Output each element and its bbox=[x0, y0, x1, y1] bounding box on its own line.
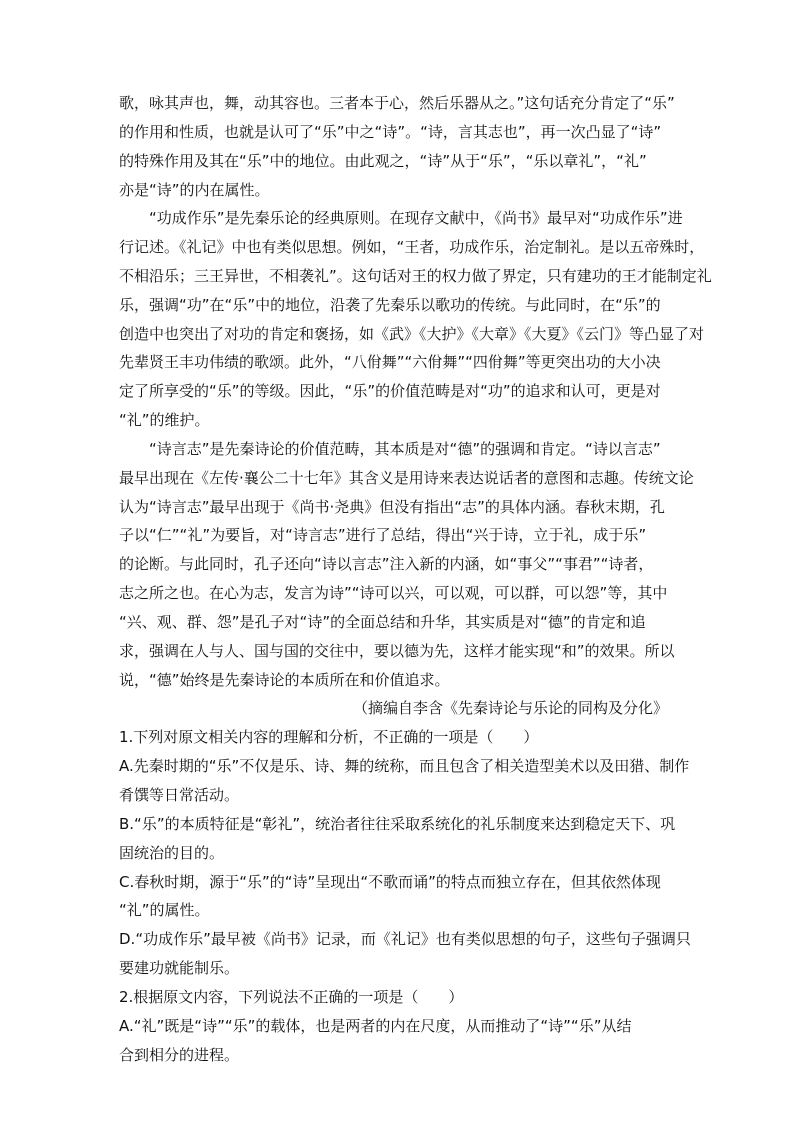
passage-line: 定了所享受的“乐”的等级。因此，“乐”的价值范畴是对“功”的追求和认可，更是对 bbox=[119, 382, 661, 400]
passage-line: 的论断。与此同时，孔子还向“诗以言志”注入新的内涵，如“事父”“事君”“诗者， bbox=[119, 555, 654, 573]
paragraph-start-line: “功成作乐”是先秦乐论的经典原则。在现存文献中，《尚书》最早对“功成作乐”进 bbox=[149, 209, 683, 227]
option-c: C.春秋时期，源于“乐”的“诗”呈现出“不歌而诵”的特点而独立存在，但其依然体现 bbox=[119, 873, 661, 891]
passage-line: 最早出现在《左传·襄公二十七年》其含义是用诗来表达说话者的意图和志趣。传统文论 bbox=[119, 469, 694, 487]
option-b-continued: 固统治的目的。 bbox=[119, 844, 225, 862]
passage-line: 创造中也突出了对功的肯定和褒扬，如《武》《大护》《大章》《大夏》《云门》等凸显了对 bbox=[119, 325, 705, 343]
passage-line: 行记述。《礼记》中也有类似思想。例如，“王者，功成作乐，治定制礼。是以五帝殊时， bbox=[119, 238, 705, 256]
passage-line: “兴、观、群、怨”是孔子对“诗”的全面总结和升华，其实质是对“德”的肯定和追 bbox=[119, 613, 646, 631]
passage-line: 子以“仁”“礼”为要旨，对“诗言志”进行了总结，得出“兴于诗，立于礼，成于乐” bbox=[119, 526, 647, 544]
passage-line: 先辈贤王丰功伟绩的歌颂。此外，“八佾舞”“六佾舞”“四佾舞”等更突出功的大小决 bbox=[119, 353, 661, 371]
passage-line: 说，“德”始终是先秦诗论的本质所在和价值追求。 bbox=[119, 671, 450, 689]
source-citation: （摘编自李含《先秦诗论与乐论的同构及分化》 bbox=[352, 699, 668, 717]
passage-line: 求，强调在人与人、国与国的交往中，要以德为先，这样才能实现“和”的效果。所以 bbox=[119, 642, 675, 660]
option-d-continued: 要建功就能制乐。 bbox=[119, 959, 240, 977]
question-1-stem: 1.下列对原文相关内容的理解和分析，不正确的一项是（ ） bbox=[119, 728, 539, 746]
option-d: D.“功成作乐”最早被《尚书》记录，而《礼记》也有类似思想的句子，这些句子强调只 bbox=[119, 930, 691, 948]
passage-line: 的特殊作用及其在“乐”中的地位。由此观之，“诗”从于“乐”，“乐以章礼”，“礼” bbox=[119, 152, 647, 170]
option-c-continued: “礼”的属性。 bbox=[119, 901, 210, 919]
passage-line: 不相沿乐；三王异世，不相袭礼”。这句话对王的权力做了界定，只有建功的王才能制定礼 bbox=[119, 267, 712, 285]
passage-line: 亦是“诗”的内在属性。 bbox=[119, 181, 270, 199]
passage-line: 乐，强调“功”在“乐”中的地位，沿袭了先秦乐以歌功的传统。与此同时，在“乐”的 bbox=[119, 296, 661, 314]
option-a: A.先秦时期的“乐”不仅是乐、诗、舞的统称，而且包含了相关造型美术以及田猎、制作 bbox=[119, 757, 690, 775]
passage-line: 歌，咏其声也，舞，动其容也。三者本于心，然后乐器从之。”这句话充分肯定了“乐” bbox=[119, 94, 675, 112]
question-2-stem: 2.根据原文内容，下列说法不正确的一项是（ ） bbox=[119, 988, 464, 1006]
passage-line: “礼”的维护。 bbox=[119, 411, 210, 429]
paragraph-start-line: “诗言志”是先秦诗论的价值范畴，其本质是对“德”的强调和肯定。“诗以言志” bbox=[149, 440, 661, 458]
option-a: A.“礼”既是“诗”“乐”的载体，也是两者的内在尺度，从而推动了“诗”“乐”从结 bbox=[119, 1017, 632, 1035]
option-a-continued: 合到相分的进程。 bbox=[119, 1046, 240, 1064]
passage-line: 认为“诗言志”最早出现于《尚书·尧典》但没有指出“志”的具体内涵。春秋末期，孔 bbox=[119, 498, 665, 516]
option-a-continued: 肴馔等日常活动。 bbox=[119, 786, 240, 804]
passage-line: 的作用和性质，也就是认可了“乐”中之“诗”。“诗，言其志也”，再一次凸显了“诗” bbox=[119, 123, 662, 141]
passage-line: 志之所之也。在心为志，发言为诗”“诗可以兴，可以观，可以群，可以怨”等，其中 bbox=[119, 584, 668, 602]
option-b: B.“乐”的本质特征是“彰礼”，统治者往往采取系统化的礼乐制度来达到稳定天下、巩 bbox=[119, 815, 676, 833]
